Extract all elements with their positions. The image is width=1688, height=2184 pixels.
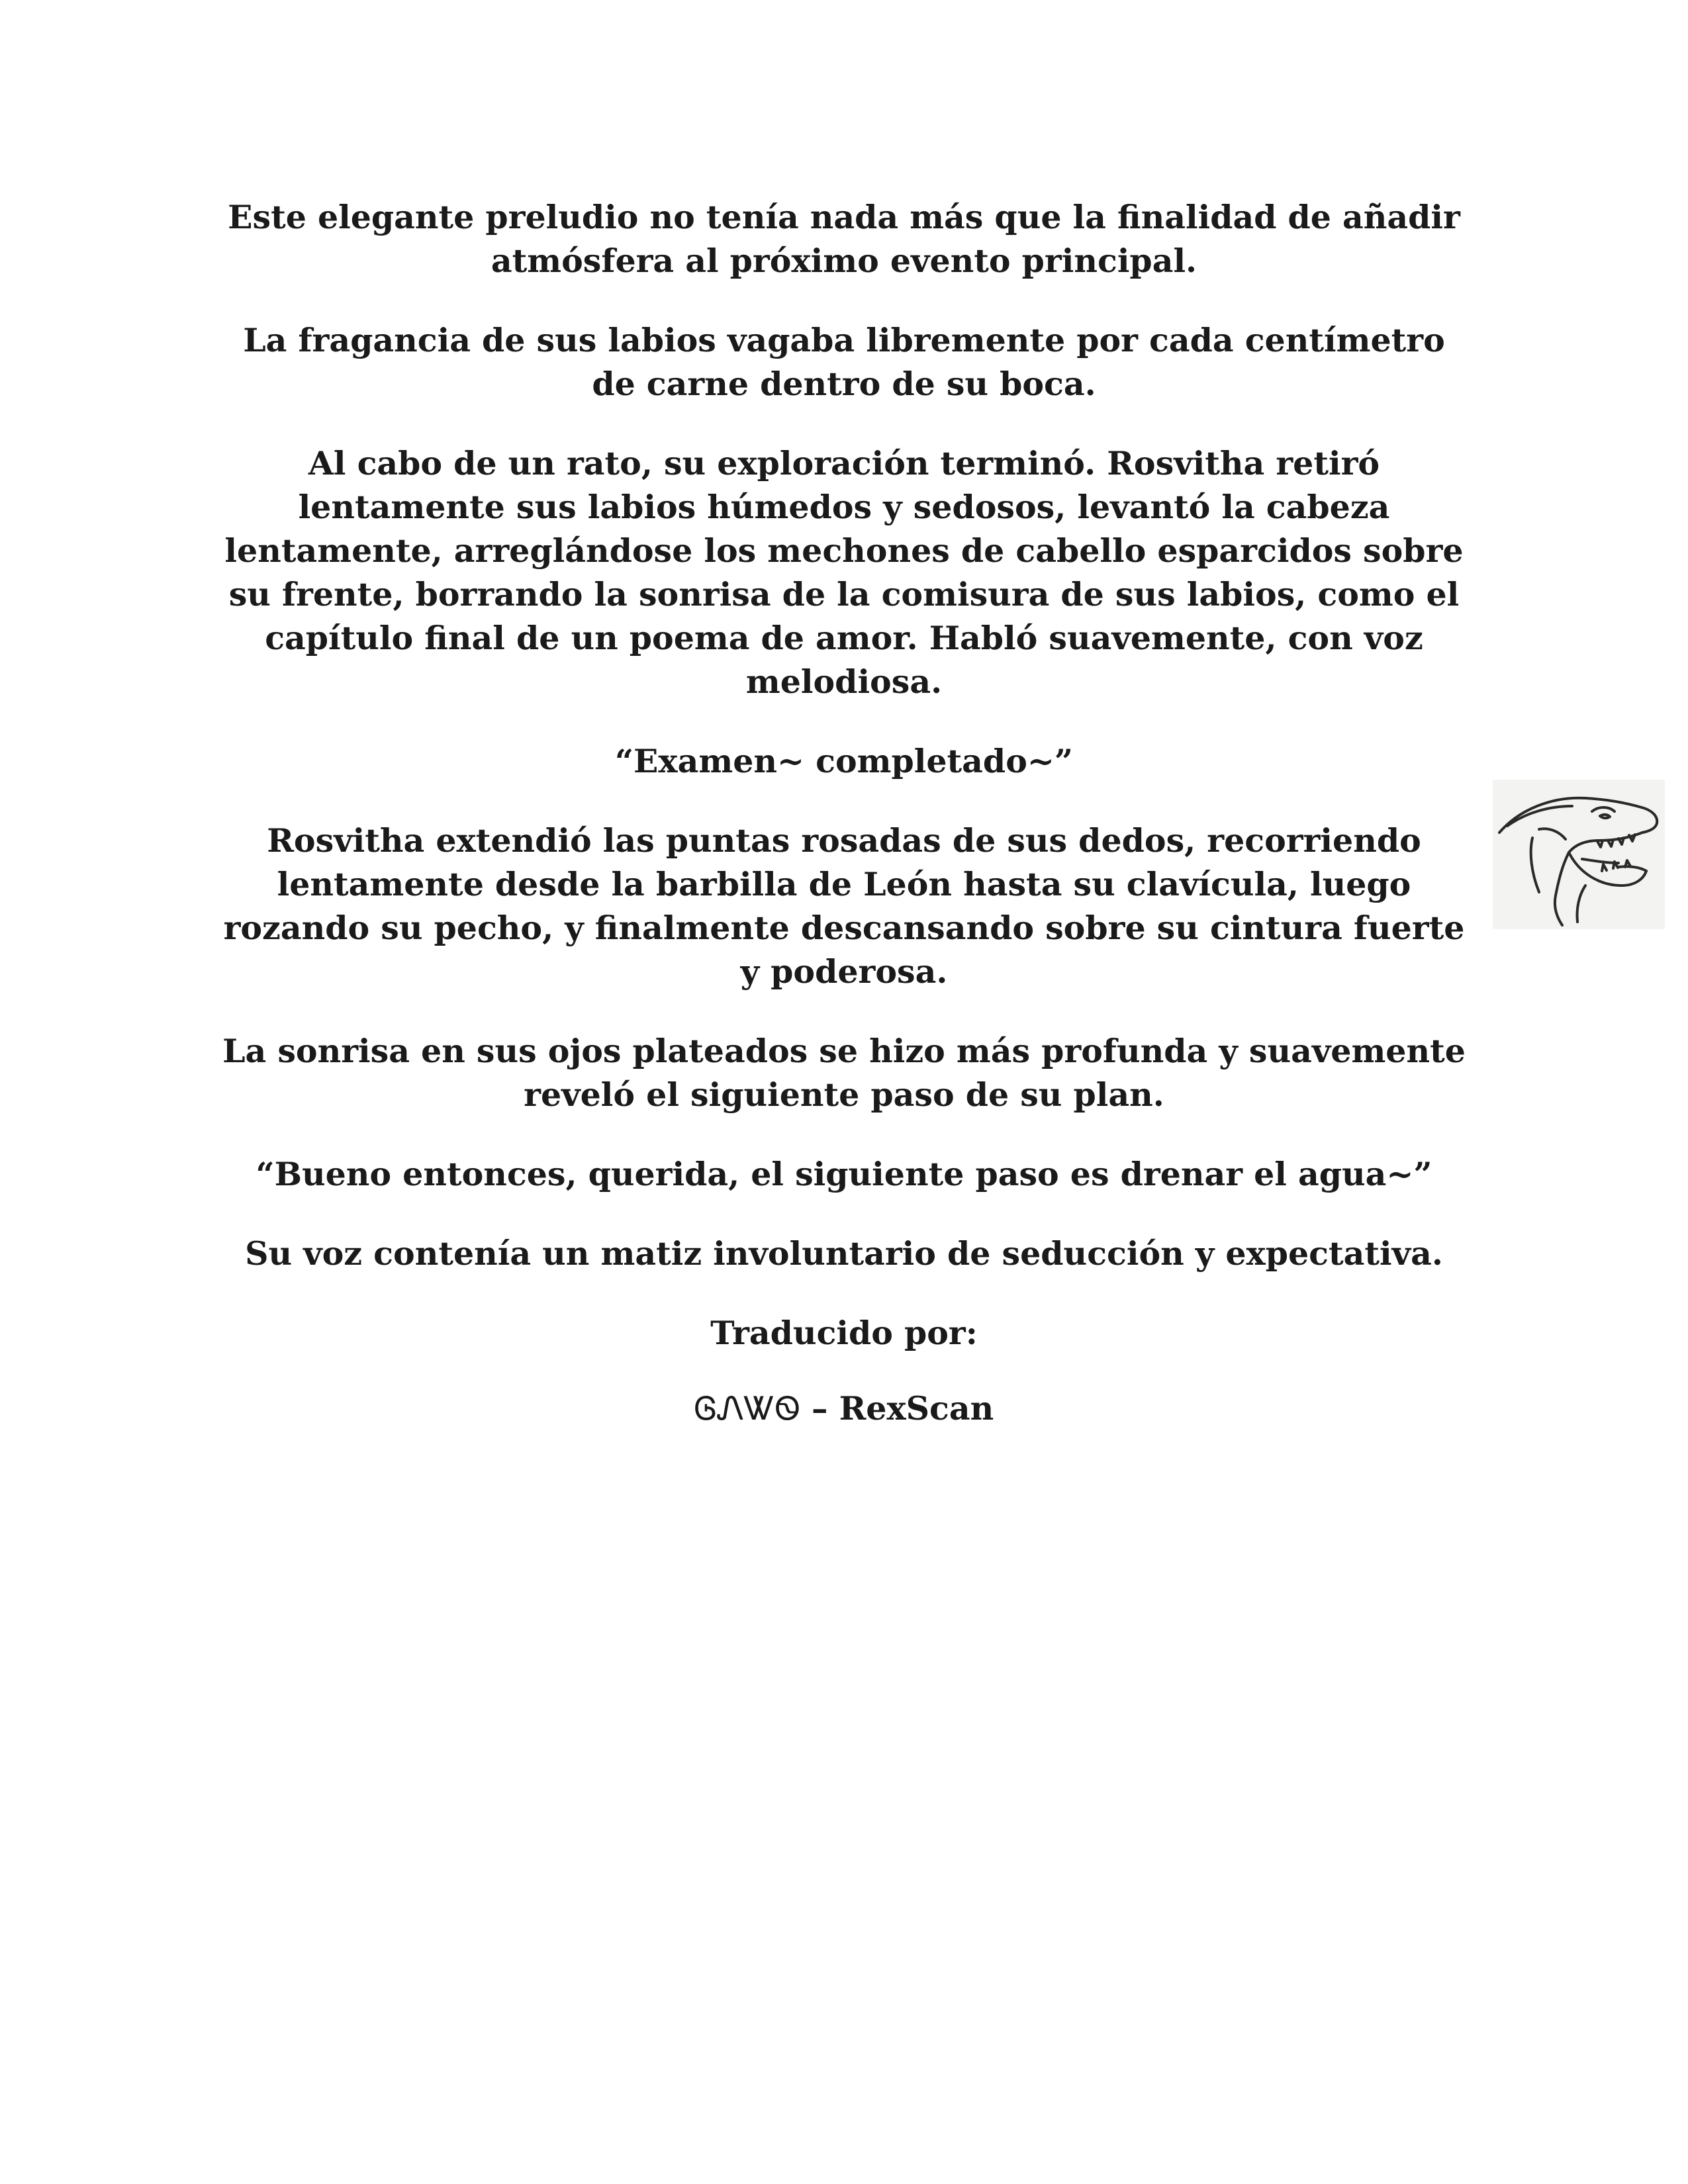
- trex-head-icon: [1493, 780, 1665, 929]
- scan-group-name: RexScan: [839, 1389, 994, 1428]
- credits-label: Traducido por:: [710, 1314, 978, 1352]
- dialogue-line: “Examen~ completado~”: [614, 742, 1074, 780]
- paragraph: Este elegante preludio no tenía nada más que la finalidad de añadir atmósfera al próximo evento principal.: [228, 198, 1460, 280]
- translator-name: ᎶᏁᏔᏫ: [694, 1390, 800, 1428]
- credits-separator: –: [812, 1389, 828, 1428]
- paragraph: La sonrisa en sus ojos plateados se hizo más profunda y suavemente reveló el siguiente paso de su plan.: [222, 1032, 1466, 1114]
- paragraph: Rosvitha extendió las puntas rosadas de sus dedos, recorriendo lentamente desde la barbilla de León hasta su clavícula, luego rozando su pecho, y finalmente descansando sobre su cintura fuerte y poderosa.: [223, 821, 1465, 991]
- credits-line: [218, 1387, 1470, 1431]
- paragraph: Al cabo de un rato, su exploración terminó. Rosvitha retiró lentamente sus labios húmedos y sedosos, levantó la cabeza lentamente, arreglándose los mechones de cabello esparcidos sobre su frente, borrando la sonrisa de la comisura de sus labios, como el capítulo final de un poema de amor. Habló suavemente, con voz melodiosa.: [224, 444, 1464, 701]
- paragraph: Su voz contenía un matiz involuntario de seducción y expectativa.: [245, 1234, 1443, 1273]
- page-body: [218, 195, 1470, 1431]
- dialogue-line: “Bueno entonces, querida, el siguiente paso es drenar el agua~”: [256, 1155, 1432, 1193]
- paragraph: La fragancia de sus labios vagaba libremente por cada centímetro de carne dentro de su boca.: [243, 321, 1445, 403]
